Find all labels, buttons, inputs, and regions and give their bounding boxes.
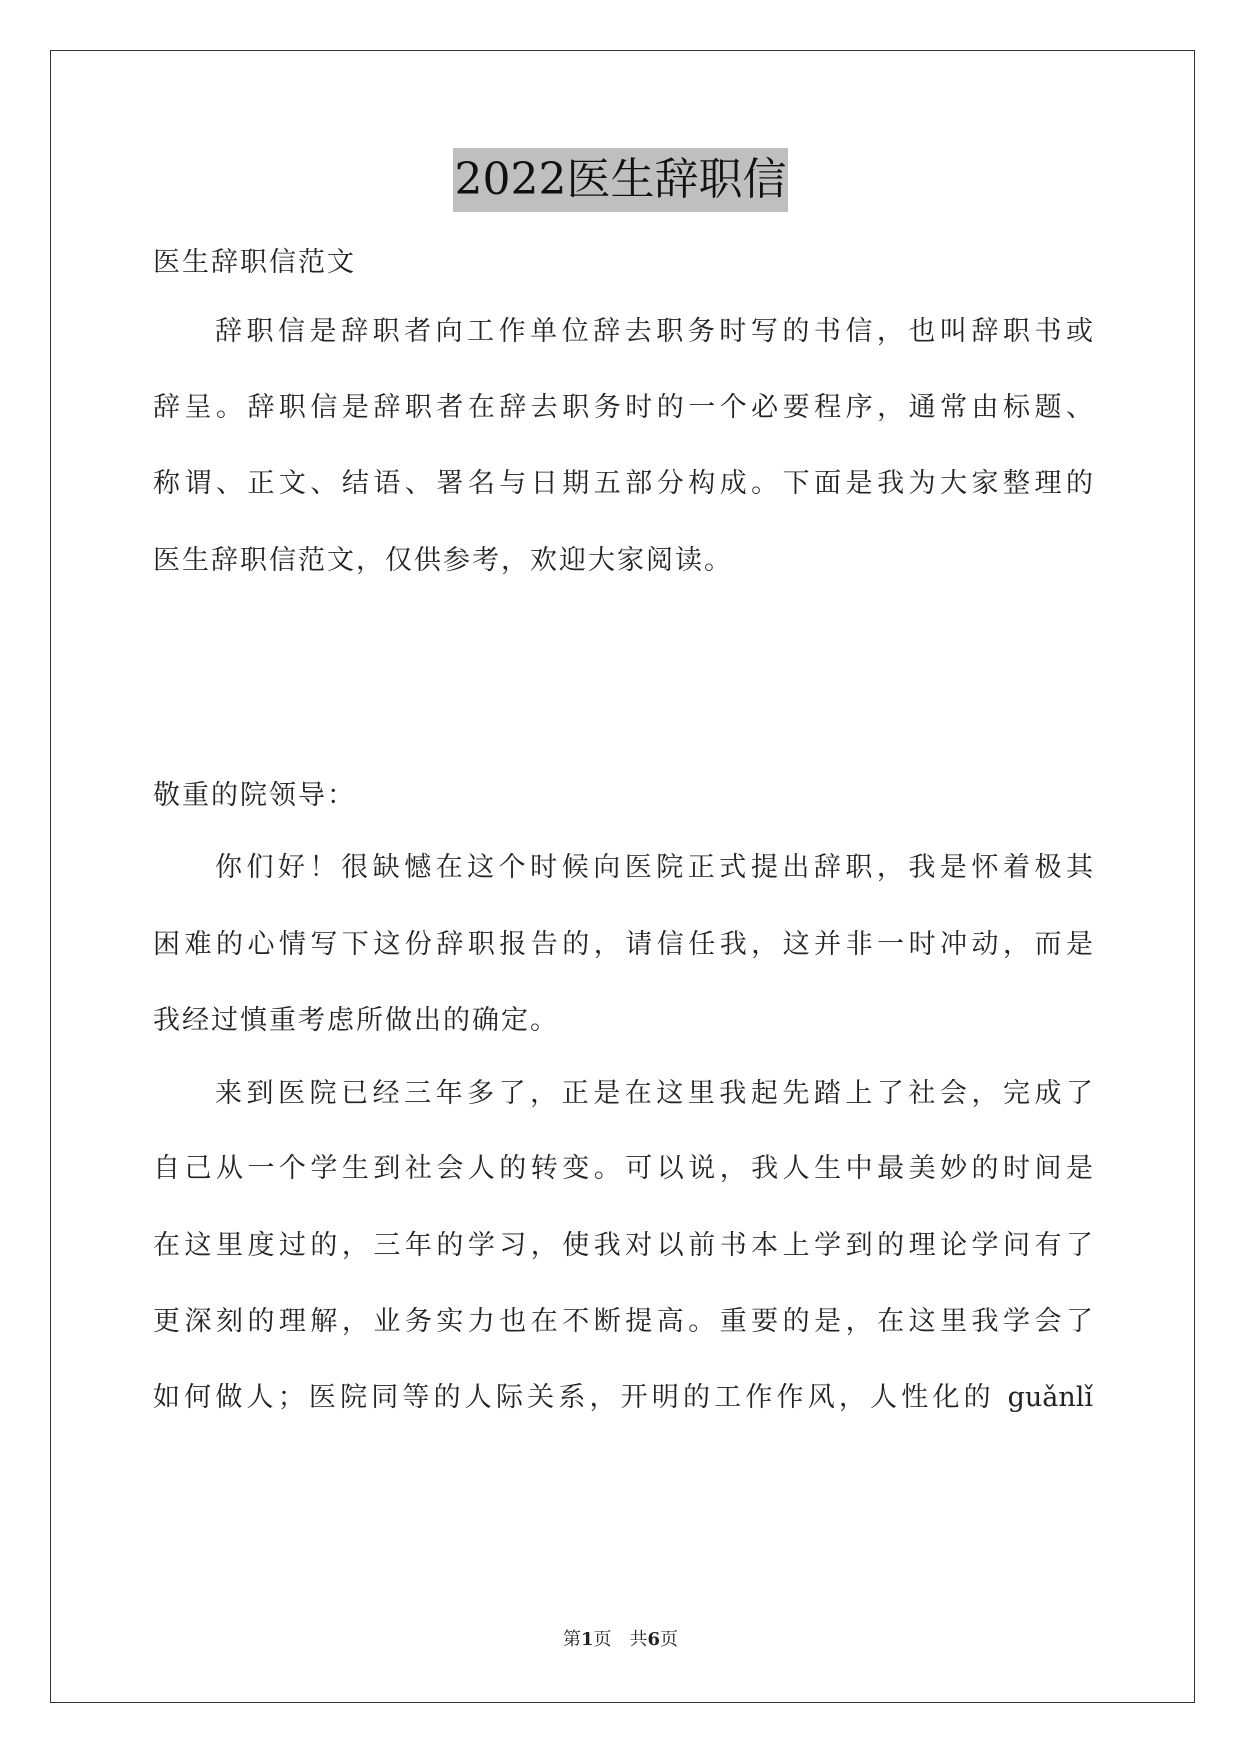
paragraph2-line-1: 来到医院已经三年多了，正是在这里我起先踏上了社会，完成了 bbox=[215, 1078, 1093, 1109]
paragraph2-line-3: 在这里度过的，三年的学习，使我对以前书本上学到的理论学问有了 bbox=[153, 1230, 1093, 1261]
page-mid-text: 页 共 bbox=[593, 1629, 648, 1650]
page-total-number: 6 bbox=[647, 1629, 661, 1650]
intro-line-2: 辞呈。辞职信是辞职者在辞去职务时的一个必要程序，通常由标题、 bbox=[153, 392, 1093, 423]
subtitle: 医生辞职信范文 bbox=[153, 247, 356, 278]
intro-line-4: 医生辞职信范文，仅供参考，欢迎大家阅读。 bbox=[153, 545, 733, 576]
page-current-number: 1 bbox=[580, 1629, 594, 1650]
paragraph2-line-2: 自己从一个学生到社会人的转变。可以说，我人生中最美妙的时间是 bbox=[153, 1153, 1093, 1184]
document-title-container bbox=[0, 148, 1241, 212]
paragraph1-line-3: 我经过慎重考虑所做出的确定。 bbox=[153, 1005, 559, 1036]
page-prefix: 第 bbox=[562, 1629, 581, 1650]
page-footer bbox=[0, 1627, 1241, 1653]
paragraph2-line-5: 如何做人；医院同等的人际关系，开明的工作作风，人性化的 guǎnlǐ bbox=[153, 1382, 1093, 1413]
paragraph2-line-4: 更深刻的理解，业务实力也在不断提高。重要的是，在这里我学会了 bbox=[153, 1306, 1093, 1337]
salutation: 敬重的院领导： bbox=[153, 780, 356, 811]
page-suffix: 页 bbox=[660, 1629, 679, 1650]
intro-line-3: 称谓、正文、结语、署名与日期五部分构成。下面是我为大家整理的 bbox=[153, 468, 1093, 499]
paragraph1-line-1: 你们好！很缺憾在这个时候向医院正式提出辞职，我是怀着极其 bbox=[215, 852, 1093, 883]
document-title: 2022医生辞职信 bbox=[453, 148, 789, 212]
paragraph1-line-2: 困难的心情写下这份辞职报告的，请信任我，这并非一时冲动，而是 bbox=[153, 929, 1093, 960]
intro-line-1: 辞职信是辞职者向工作单位辞去职务时写的书信，也叫辞职书或 bbox=[215, 316, 1093, 347]
